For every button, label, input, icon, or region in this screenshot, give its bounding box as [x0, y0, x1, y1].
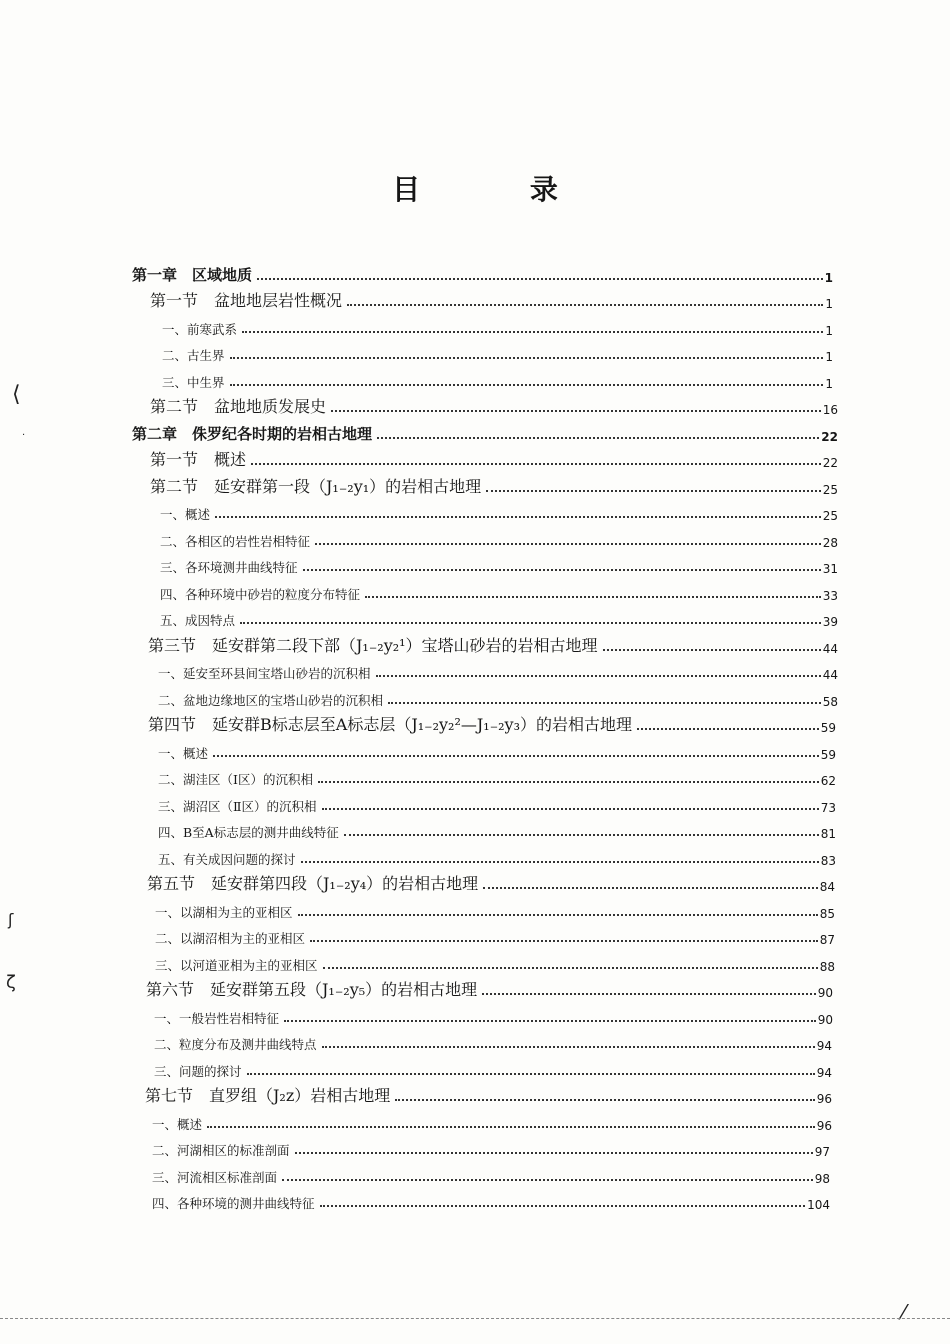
dot-leader — [344, 833, 819, 836]
toc-page-number: 81 — [820, 827, 836, 841]
toc-entry-label: 四、各种环境中砂岩的粒度分布特征 — [160, 586, 361, 602]
toc-page-number: 94 — [816, 1039, 832, 1053]
toc-entry-label: 五、有关成因问题的探讨 — [158, 851, 296, 867]
dot-leader — [240, 621, 821, 624]
margin-dot-icon: · — [22, 430, 26, 441]
toc-page-number: 90 — [817, 986, 833, 1000]
toc-entry-label: 三、中生界 — [162, 374, 225, 390]
toc-item — [158, 841, 836, 868]
dot-leader — [247, 1072, 815, 1075]
toc-item — [155, 894, 835, 921]
toc-section — [148, 629, 838, 656]
toc-entry-label: 四、各种环境的测井曲线特征 — [152, 1196, 315, 1211]
toc-entry-label: 一、以湖相为主的亚相区 — [155, 904, 293, 920]
toc-entry-label: 第一节 概述 — [150, 450, 247, 469]
toc-entry-label: 二、粒度分布及测井曲线特点 — [154, 1037, 317, 1052]
toc-page-number: 83 — [820, 853, 836, 868]
toc-page-number: 25 — [822, 509, 838, 523]
toc-page-number: 16 — [822, 403, 838, 417]
toc-entry-label: 第五节 延安群第四段（J₁₋₂y₄）的岩相古地理 — [147, 874, 479, 893]
toc-page-number: 84 — [819, 880, 835, 894]
toc-item — [160, 550, 838, 577]
toc-entry-label: 一、概述 — [160, 507, 211, 522]
dot-leader — [284, 1019, 816, 1022]
toc-entry-label: 一、概述 — [152, 1116, 203, 1132]
dot-leader — [295, 1151, 813, 1154]
dot-leader — [347, 303, 823, 306]
toc-item — [152, 1133, 830, 1160]
dot-leader — [298, 913, 818, 916]
toc-page-number: 22 — [821, 429, 838, 444]
toc-entry-label: 三、湖沼区（Ⅱ区）的沉积相 — [158, 798, 317, 814]
toc-chapter — [132, 417, 838, 444]
toc-entry-label: 二、古生界 — [162, 348, 225, 363]
toc-page-number: 94 — [816, 1065, 832, 1080]
toc-entry-label: 第四节 延安群B标志层至A标志层（J₁₋₂y₂²—J₁₋₂y₃）的岩相古地理 — [148, 715, 633, 734]
toc-page-number: 97 — [814, 1145, 830, 1159]
toc-page-number: 59 — [820, 747, 836, 762]
toc-entry-label: 第一章 区域地质 — [132, 265, 253, 284]
toc-item — [160, 523, 838, 550]
toc-page-number: 104 — [807, 1198, 830, 1212]
dot-leader — [282, 1178, 813, 1181]
dot-leader — [331, 409, 821, 412]
toc-item — [160, 603, 838, 630]
margin-mark-icon: ⟨ — [12, 382, 21, 407]
table-of-contents — [0, 258, 950, 1212]
toc-entry-label: 二、以湖沼相为主的亚相区 — [155, 931, 306, 946]
dot-leader — [315, 542, 821, 545]
dot-leader — [388, 701, 821, 704]
toc-entry-label: 一、概述 — [158, 745, 209, 761]
toc-page-number: 85 — [819, 906, 835, 921]
toc-item — [158, 682, 838, 709]
toc-entry-label: 三、各环境测井曲线特征 — [160, 560, 298, 575]
dot-leader — [251, 462, 821, 465]
toc-entry-label: 二、各相区的岩性岩相特征 — [160, 533, 311, 549]
toc-item — [158, 788, 836, 815]
toc-entry-label: 第二节 盆地地质发展史 — [150, 397, 327, 416]
toc-item — [162, 364, 833, 391]
toc-page-number: 96 — [816, 1118, 832, 1133]
toc-page-number: 1 — [825, 297, 833, 311]
toc-page-number: 87 — [819, 933, 835, 947]
dot-leader — [322, 1045, 815, 1048]
toc-page-number: 44 — [822, 668, 838, 682]
toc-item — [154, 1000, 833, 1027]
dot-leader — [213, 754, 819, 757]
toc-page-number: 59 — [820, 721, 836, 735]
dot-leader — [230, 356, 824, 359]
toc-page-number: 25 — [822, 482, 838, 497]
toc-section — [150, 444, 838, 471]
toc-item — [160, 497, 838, 524]
toc-item — [154, 1053, 832, 1080]
toc-entry-label: 三、以河道亚相为主的亚相区 — [155, 957, 318, 973]
toc-item — [158, 762, 836, 789]
toc-item — [160, 576, 838, 603]
dot-leader — [483, 886, 818, 889]
toc-page-number: 90 — [817, 1012, 833, 1027]
toc-item — [155, 921, 835, 948]
dot-leader — [320, 1204, 806, 1207]
toc-entry-label: 四、B至A标志层的测井曲线特征 — [158, 825, 339, 840]
dot-leader — [318, 780, 819, 783]
toc-entry-label: 二、湖洼区（Ⅰ区）的沉积相 — [158, 772, 313, 787]
scan-edge-line — [0, 1318, 950, 1319]
toc-entry-label: 三、问题的探讨 — [154, 1063, 242, 1079]
toc-page-number: 1 — [825, 323, 833, 338]
toc-section — [148, 709, 836, 736]
toc-entry-label: 第一节 盆地地层岩性概况 — [150, 291, 343, 310]
toc-entry-label: 第三节 延安群第二段下部（J₁₋₂y₂¹）宝塔山砂岩的岩相古地理 — [148, 635, 598, 655]
toc-item — [154, 1027, 832, 1054]
toc-page-number: 39 — [822, 615, 838, 629]
toc-entry-label: 一、前寒武系 — [162, 321, 238, 337]
dot-leader — [486, 489, 821, 492]
toc-section — [150, 391, 838, 418]
toc-entry-label: 一、延安至环县间宝塔山砂岩的沉积相 — [158, 666, 371, 681]
dot-leader — [377, 436, 819, 439]
toc-item — [152, 1186, 830, 1213]
toc-entry-label: 二、盆地边缘地区的宝塔山砂岩的沉积相 — [158, 692, 384, 708]
dot-leader — [603, 648, 821, 651]
toc-page-number: 96 — [816, 1092, 832, 1106]
dot-leader — [376, 674, 821, 677]
toc-page-number: 98 — [814, 1171, 830, 1186]
dot-leader — [257, 277, 823, 280]
toc-entry-label: 三、河流相区标准剖面 — [152, 1169, 278, 1185]
toc-page-number: 22 — [822, 456, 838, 470]
dot-leader — [365, 595, 821, 598]
dot-leader — [310, 939, 818, 942]
toc-item — [152, 1106, 832, 1133]
toc-entry-label: 一、一般岩性岩相特征 — [154, 1010, 280, 1026]
dot-leader — [230, 383, 824, 386]
dot-leader — [207, 1125, 815, 1128]
toc-page-number: 1 — [825, 350, 833, 364]
toc-page-number: 31 — [822, 562, 838, 576]
toc-entry-label: 二、河湖相区的标准剖面 — [152, 1143, 290, 1158]
toc-section — [145, 1080, 832, 1107]
toc-page-number: 88 — [819, 959, 835, 974]
toc-page-number: 33 — [822, 588, 838, 603]
margin-mark-icon: ζ — [6, 972, 16, 993]
toc-page-number: 73 — [820, 800, 836, 815]
dot-leader — [242, 330, 823, 333]
toc-section — [146, 974, 833, 1001]
toc-entry-label: 第二节 延安群第一段（J₁₋₂y₁）的岩相古地理 — [150, 476, 482, 496]
toc-item — [162, 311, 833, 338]
toc-item — [158, 815, 836, 842]
toc-section — [150, 470, 838, 497]
toc-page-number: 44 — [822, 641, 838, 656]
toc-entry-label: 第七节 直罗组（J₂z）岩相古地理 — [145, 1086, 391, 1105]
toc-page-number: 62 — [820, 774, 836, 788]
toc-item — [158, 735, 836, 762]
toc-entry-label: 第六节 延安群第五段（J₁₋₂y₅）的岩相古地理 — [146, 980, 478, 999]
toc-item — [158, 656, 838, 683]
dot-leader — [395, 1098, 814, 1101]
margin-mark-icon: ⁄ — [902, 1300, 906, 1324]
toc-chapter — [132, 258, 833, 285]
toc-item — [155, 947, 835, 974]
toc-item — [162, 338, 833, 365]
dot-leader — [301, 860, 819, 863]
toc-page-number: 1 — [825, 376, 833, 391]
page-title: 目 录 — [392, 173, 608, 206]
dot-leader — [322, 807, 819, 810]
toc-item — [152, 1159, 830, 1186]
toc-entry-label: 第二章 侏罗纪各时期的岩相古地理 — [132, 424, 373, 443]
toc-page-number: 58 — [822, 694, 838, 709]
dot-leader — [323, 966, 818, 969]
dot-leader — [303, 568, 821, 571]
toc-page-number: 28 — [822, 535, 838, 550]
toc-section — [147, 868, 835, 895]
margin-mark-icon: ʃ — [8, 910, 14, 929]
toc-section — [150, 285, 833, 312]
toc-entry-label: 五、成因特点 — [160, 613, 236, 628]
dot-leader — [637, 727, 819, 730]
toc-page-number: 1 — [824, 270, 833, 285]
dot-leader — [482, 992, 816, 995]
dot-leader — [215, 515, 821, 518]
